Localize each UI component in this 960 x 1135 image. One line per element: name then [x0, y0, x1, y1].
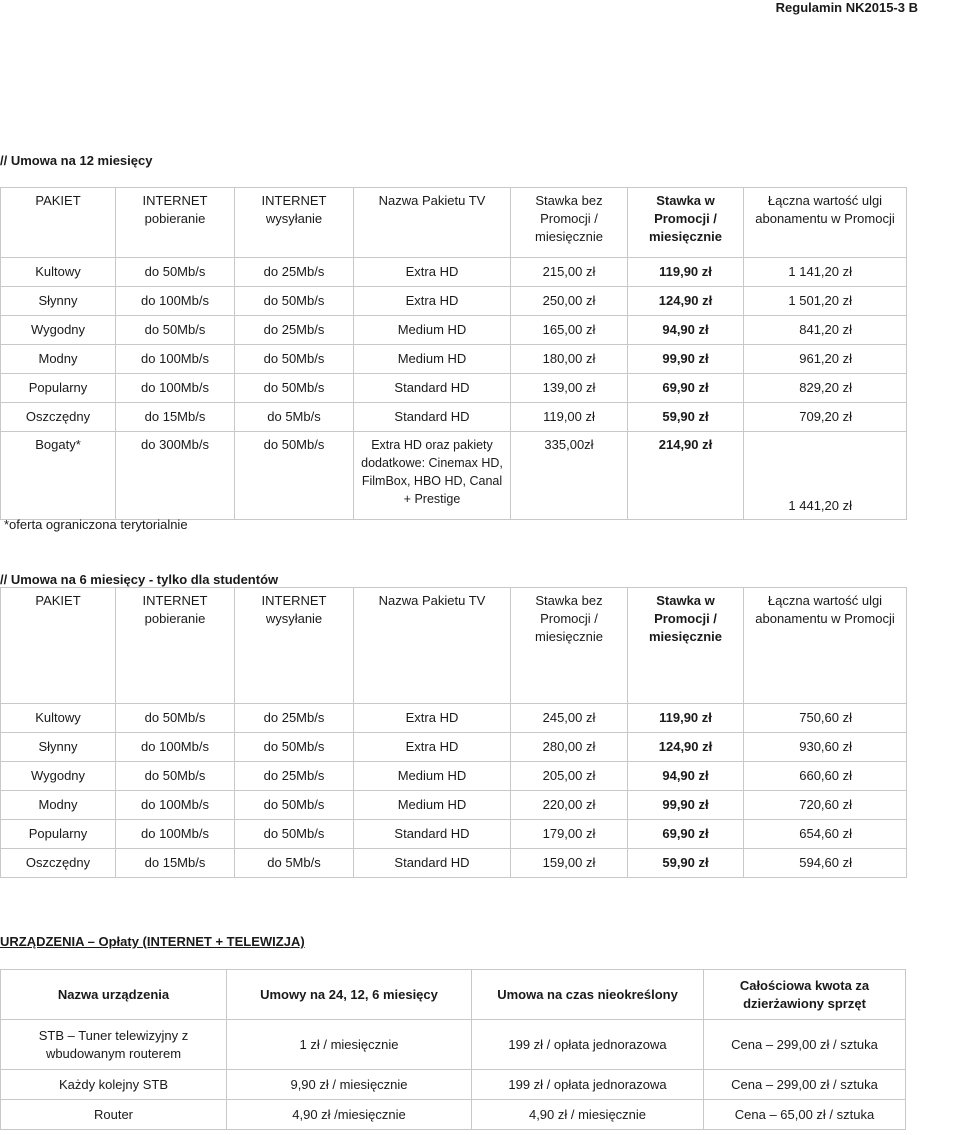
cell-download: do 50Mb/s	[116, 316, 235, 345]
cell-indefinite-term: 199 zł / opłata jednorazowa	[472, 1020, 704, 1070]
cell-download: do 50Mb/s	[116, 762, 235, 791]
table-row-special	[1, 432, 907, 520]
cell-fixed-term: 4,90 zł /miesięcznie	[227, 1100, 472, 1130]
col-header-tv-package: Nazwa Pakietu TV	[354, 588, 511, 704]
cell-price-regular: 245,00 zł	[511, 704, 628, 733]
cell-fixed-term: 9,90 zł / miesięcznie	[227, 1070, 472, 1100]
col-header-package: PAKIET	[1, 188, 116, 258]
table-header-row	[1, 188, 907, 258]
col-header-download: INTERNET pobieranie	[116, 188, 235, 258]
cell-tv-package: Medium HD	[354, 791, 511, 820]
cell-total-price: Cena – 65,00 zł / sztuka	[704, 1100, 906, 1130]
cell-package: Popularny	[1, 820, 116, 849]
cell-package: Bogaty*	[1, 432, 116, 520]
cell-price-promo: 69,90 zł	[628, 820, 744, 849]
cell-total-discount: 709,20 zł	[744, 403, 907, 432]
cell-price-regular: 220,00 zł	[511, 791, 628, 820]
document-header: Regulamin NK2015-3 B	[775, 0, 918, 15]
cell-price-regular: 335,00zł	[511, 432, 628, 520]
territorial-note: *oferta ograniczona terytorialnie	[4, 517, 188, 532]
col-header-total-discount: Łączna wartość ulgi abonamentu w Promocji	[744, 188, 907, 258]
cell-package: Słynny	[1, 287, 116, 316]
cell-package: Modny	[1, 791, 116, 820]
cell-download: do 100Mb/s	[116, 733, 235, 762]
cell-device-name: Każdy kolejny STB	[1, 1070, 227, 1100]
cell-total-discount: 1 441,20 zł	[744, 432, 907, 520]
table-header-row	[1, 970, 906, 1020]
cell-total-discount: 720,60 zł	[744, 791, 907, 820]
col-header-package: PAKIET	[1, 588, 116, 704]
col-header-tv-package: Nazwa Pakietu TV	[354, 188, 511, 258]
cell-price-promo: 59,90 zł	[628, 849, 744, 878]
cell-download: do 15Mb/s	[116, 849, 235, 878]
cell-price-promo: 94,90 zł	[628, 316, 744, 345]
cell-tv-package: Standard HD	[354, 820, 511, 849]
cell-total-discount: 750,60 zł	[744, 704, 907, 733]
col-header-price-promo: Stawka w Promocji / miesięcznie	[628, 588, 744, 704]
col-header-price-promo: Stawka w Promocji / miesięcznie	[628, 188, 744, 258]
cell-package: Kultowy	[1, 258, 116, 287]
cell-tv-package: Medium HD	[354, 762, 511, 791]
cell-upload: do 25Mb/s	[235, 258, 354, 287]
cell-total-discount: 841,20 zł	[744, 316, 907, 345]
col-header-indefinite-term: Umowa na czas nieokreślony	[472, 970, 704, 1020]
cell-price-promo: 124,90 zł	[628, 287, 744, 316]
cell-tv-package: Extra HD	[354, 258, 511, 287]
col-header-device-name: Nazwa urządzenia	[1, 970, 227, 1020]
col-header-price-regular: Stawka bez Promocji / miesięcznie	[511, 188, 628, 258]
cell-upload: do 25Mb/s	[235, 762, 354, 791]
cell-price-regular: 119,00 zł	[511, 403, 628, 432]
col-header-total-price: Całościowa kwota za dzierżawiony sprzęt	[704, 970, 906, 1020]
table-header-row	[1, 588, 907, 704]
cell-price-promo: 94,90 zł	[628, 762, 744, 791]
cell-fixed-term: 1 zł / miesięcznie	[227, 1020, 472, 1070]
cell-package: Wygodny	[1, 316, 116, 345]
section-title-devices: URZĄDZENIA – Opłaty (INTERNET + TELEWIZJA)	[0, 934, 305, 949]
table-row	[1, 849, 907, 878]
cell-download: do 100Mb/s	[116, 820, 235, 849]
cell-upload: do 5Mb/s	[235, 403, 354, 432]
cell-upload: do 50Mb/s	[235, 733, 354, 762]
cell-download: do 50Mb/s	[116, 258, 235, 287]
cell-total-discount: 829,20 zł	[744, 374, 907, 403]
section-title-12-months: // Umowa na 12 miesięcy	[0, 153, 153, 168]
cell-package: Wygodny	[1, 762, 116, 791]
cell-download: do 300Mb/s	[116, 432, 235, 520]
col-header-fixed-term: Umowy na 24, 12, 6 miesięcy	[227, 970, 472, 1020]
cell-total-discount: 594,60 zł	[744, 849, 907, 878]
cell-download: do 100Mb/s	[116, 345, 235, 374]
cell-price-regular: 250,00 zł	[511, 287, 628, 316]
cell-tv-package: Standard HD	[354, 849, 511, 878]
cell-total-discount: 961,20 zł	[744, 345, 907, 374]
table-row	[1, 1100, 906, 1130]
cell-price-regular: 159,00 zł	[511, 849, 628, 878]
cell-download: do 15Mb/s	[116, 403, 235, 432]
table-row	[1, 403, 907, 432]
cell-package: Modny	[1, 345, 116, 374]
cell-upload: do 50Mb/s	[235, 432, 354, 520]
col-header-upload: INTERNET wysyłanie	[235, 188, 354, 258]
cell-upload: do 5Mb/s	[235, 849, 354, 878]
table-devices	[0, 969, 906, 1130]
cell-package: Popularny	[1, 374, 116, 403]
table-row	[1, 762, 907, 791]
cell-total-discount: 930,60 zł	[744, 733, 907, 762]
cell-price-promo: 124,90 zł	[628, 733, 744, 762]
cell-upload: do 50Mb/s	[235, 791, 354, 820]
col-header-total-discount: Łączna wartość ulgi abonamentu w Promocji	[744, 588, 907, 704]
cell-tv-package: Extra HD oraz pakiety dodatkowe: Cinemax HD, FilmBox, HBO HD, Canal + Prestige	[354, 432, 511, 520]
col-header-upload: INTERNET wysyłanie	[235, 588, 354, 704]
cell-tv-package: Medium HD	[354, 316, 511, 345]
cell-download: do 100Mb/s	[116, 287, 235, 316]
cell-upload: do 50Mb/s	[235, 820, 354, 849]
cell-total-discount: 660,60 zł	[744, 762, 907, 791]
section-title-6-months: // Umowa na 6 miesięcy - tylko dla studentów	[0, 572, 279, 587]
col-header-price-regular: Stawka bez Promocji / miesięcznie	[511, 588, 628, 704]
cell-total-price: Cena – 299,00 zł / sztuka	[704, 1070, 906, 1100]
cell-package: Kultowy	[1, 704, 116, 733]
cell-total-discount: 1 141,20 zł	[744, 258, 907, 287]
cell-tv-package: Extra HD	[354, 287, 511, 316]
cell-price-regular: 215,00 zł	[511, 258, 628, 287]
table-row	[1, 733, 907, 762]
cell-tv-package: Extra HD	[354, 704, 511, 733]
cell-price-regular: 205,00 zł	[511, 762, 628, 791]
cell-download: do 100Mb/s	[116, 374, 235, 403]
cell-package: Oszczędny	[1, 849, 116, 878]
cell-upload: do 50Mb/s	[235, 287, 354, 316]
cell-price-promo: 119,90 zł	[628, 704, 744, 733]
cell-tv-package: Medium HD	[354, 345, 511, 374]
cell-price-promo: 99,90 zł	[628, 345, 744, 374]
cell-tv-package: Standard HD	[354, 403, 511, 432]
cell-upload: do 25Mb/s	[235, 704, 354, 733]
cell-total-discount: 1 501,20 zł	[744, 287, 907, 316]
table-row	[1, 316, 907, 345]
cell-price-regular: 179,00 zł	[511, 820, 628, 849]
table-row	[1, 287, 907, 316]
cell-price-regular: 180,00 zł	[511, 345, 628, 374]
cell-price-promo: 214,90 zł	[628, 432, 744, 520]
cell-upload: do 50Mb/s	[235, 345, 354, 374]
cell-indefinite-term: 199 zł / opłata jednorazowa	[472, 1070, 704, 1100]
cell-tv-package: Standard HD	[354, 374, 511, 403]
cell-price-promo: 99,90 zł	[628, 791, 744, 820]
cell-total-discount: 654,60 zł	[744, 820, 907, 849]
cell-tv-package: Extra HD	[354, 733, 511, 762]
cell-package: Słynny	[1, 733, 116, 762]
cell-total-price: Cena – 299,00 zł / sztuka	[704, 1020, 906, 1070]
cell-price-promo: 119,90 zł	[628, 258, 744, 287]
cell-upload: do 50Mb/s	[235, 374, 354, 403]
cell-download: do 50Mb/s	[116, 704, 235, 733]
cell-price-promo: 59,90 zł	[628, 403, 744, 432]
cell-price-regular: 165,00 zł	[511, 316, 628, 345]
col-header-download: INTERNET pobieranie	[116, 588, 235, 704]
cell-indefinite-term: 4,90 zł / miesięcznie	[472, 1100, 704, 1130]
table-6-months	[0, 587, 907, 878]
cell-package: Oszczędny	[1, 403, 116, 432]
cell-upload: do 25Mb/s	[235, 316, 354, 345]
table-12-months	[0, 187, 907, 520]
cell-device-name: Router	[1, 1100, 227, 1130]
cell-price-promo: 69,90 zł	[628, 374, 744, 403]
table-row	[1, 820, 907, 849]
table-row	[1, 374, 907, 403]
cell-device-name: STB – Tuner telewizyjny z wbudowanym routerem	[1, 1020, 227, 1070]
table-row	[1, 791, 907, 820]
table-row	[1, 258, 907, 287]
cell-price-regular: 280,00 zł	[511, 733, 628, 762]
table-row	[1, 1070, 906, 1100]
table-row	[1, 345, 907, 374]
cell-download: do 100Mb/s	[116, 791, 235, 820]
table-row	[1, 1020, 906, 1070]
cell-price-regular: 139,00 zł	[511, 374, 628, 403]
table-row	[1, 704, 907, 733]
